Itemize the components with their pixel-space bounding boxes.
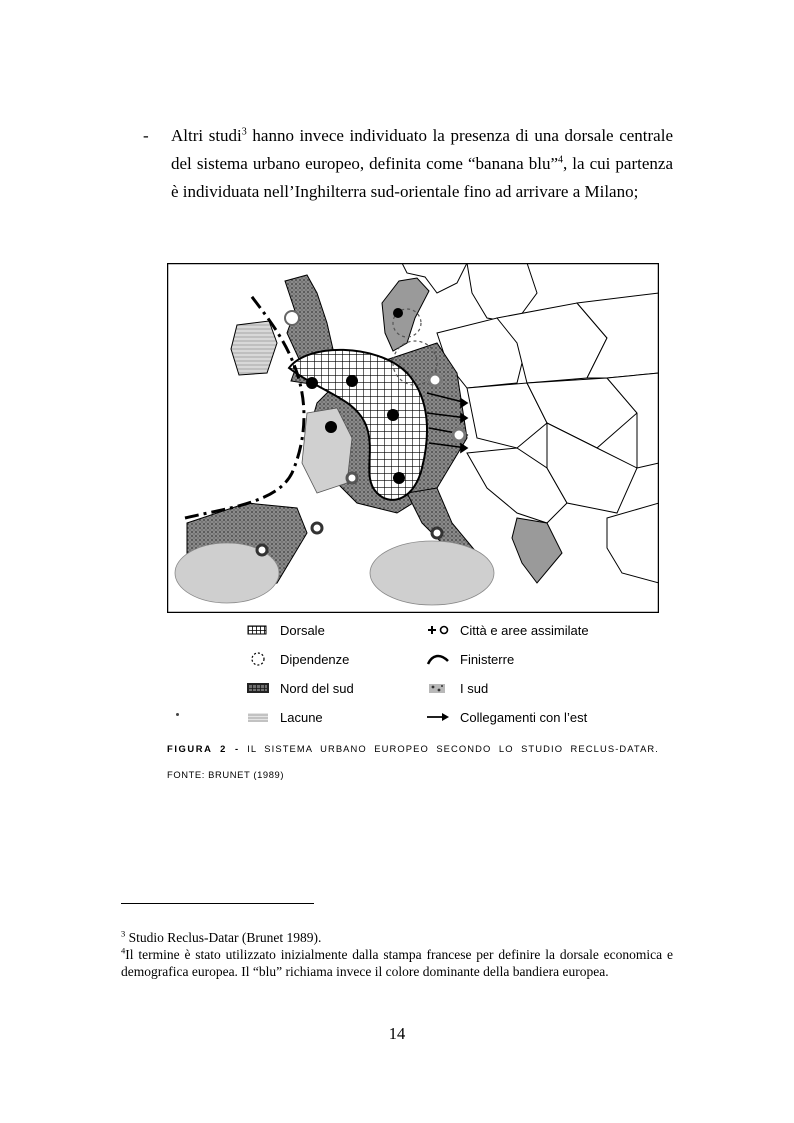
city-ring xyxy=(432,528,442,538)
legend-citta-label: Città e aree assimilate xyxy=(460,622,589,638)
city-dot xyxy=(393,472,405,484)
europe-urban-system-map xyxy=(167,263,659,613)
footnote-3 xyxy=(121,929,673,946)
footnote-4 xyxy=(121,946,673,980)
para-part-c: , la cui partenza è individuata nell’Inghilterra sud-orientale fino ad arrivare a Milano; xyxy=(171,154,673,201)
city-ring xyxy=(429,374,441,386)
footnote-ref-4[interactable]: 4 xyxy=(558,154,563,166)
city-ring xyxy=(312,523,322,533)
legend-finisterre xyxy=(424,648,514,670)
page-number: 14 xyxy=(388,1024,406,1043)
legend-collegamenti xyxy=(424,706,587,728)
city-ring xyxy=(285,311,299,325)
legend-dorsale xyxy=(244,619,325,641)
footnote-text: Il termine è stato utilizzato inizialmente dalla stampa francese per definire la dorsale economica e demografica europea. Il “blu” richiama invece il colore dominante della bandiera europea. xyxy=(121,947,673,979)
para-part-b: hanno invece individuato la presenza di una dorsale centrale del sistema urbano europeo, definita come “banana blu” xyxy=(171,126,673,173)
para-part-a: Altri studi xyxy=(171,126,242,145)
legend-lacune xyxy=(244,706,323,728)
speckled-swatch-icon xyxy=(424,680,452,696)
legend-i-sud-label: I sud xyxy=(460,680,489,696)
stray-mark xyxy=(176,713,179,716)
legend-nord-del-sud xyxy=(244,677,354,699)
city-ring xyxy=(453,429,465,441)
lines-swatch-icon xyxy=(244,709,272,725)
footnote-number: 4 xyxy=(121,945,126,956)
city-dot xyxy=(306,377,318,389)
footnote-text: Studio Reclus-Datar (Brunet 1989). xyxy=(128,930,322,945)
caption-text: IL SISTEMA URBANO EUROPEO SECONDO LO STUDIO RECLUS-DATAR. xyxy=(239,743,659,754)
city-dot xyxy=(393,308,403,318)
city-ring xyxy=(347,473,357,483)
arc-line-icon xyxy=(424,651,452,667)
caption-source: FONTE: BRUNET (1989) xyxy=(167,769,285,780)
footnote-separator xyxy=(121,903,314,904)
legend-lacune-label: Lacune xyxy=(280,709,323,725)
arrow-right-icon xyxy=(424,709,452,725)
legend-citta xyxy=(424,619,589,641)
city-dot xyxy=(387,409,399,421)
legend-finisterre-label: Finisterre xyxy=(460,651,515,667)
legend-dipendenze-label: Dipendenze xyxy=(280,651,350,667)
caption-label: FIGURA 2 - xyxy=(167,743,240,754)
legend-nord-del-sud-label: Nord del sud xyxy=(280,680,354,696)
map-legend xyxy=(244,618,604,730)
dashed-circle-icon xyxy=(244,651,272,667)
footnote-ref-3[interactable]: 3 xyxy=(241,126,247,138)
footnotes xyxy=(121,929,673,980)
legend-i-sud xyxy=(424,677,488,699)
city-dot xyxy=(325,421,337,433)
city-symbol-icon xyxy=(424,622,452,638)
footnote-number: 3 xyxy=(121,928,126,939)
city-dot xyxy=(346,375,358,387)
bullet-text xyxy=(171,122,673,206)
south-zone-italy xyxy=(370,541,494,605)
figure-caption xyxy=(167,741,659,757)
legend-collegamenti-label: Collegamenti con l’est xyxy=(460,709,588,725)
legend-dorsale-label: Dorsale xyxy=(280,622,325,638)
dark-swatch-icon xyxy=(244,680,272,696)
dorsale-swatch-icon xyxy=(244,622,272,638)
city-ring xyxy=(257,545,267,555)
bullet-marker: - xyxy=(143,126,149,145)
legend-dipendenze xyxy=(244,648,349,670)
